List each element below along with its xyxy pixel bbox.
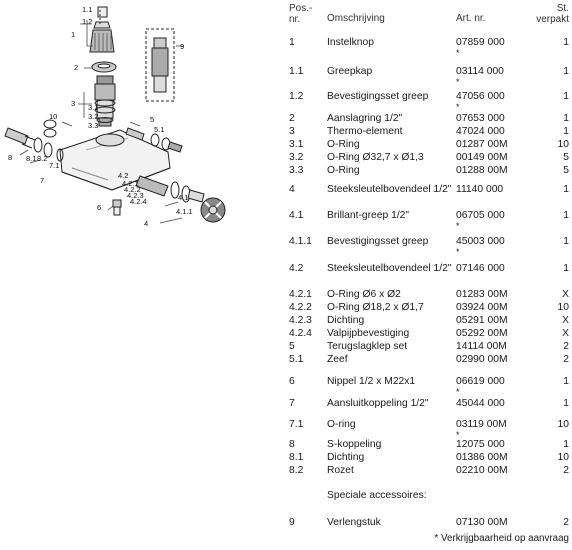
row-quantity: 10: [557, 139, 569, 150]
row-quantity: X: [562, 328, 569, 339]
row-article-number: [456, 316, 508, 327]
row-pos: 4: [289, 184, 295, 195]
row-article-number: [456, 355, 508, 366]
header-pos: Pos.-nr.: [289, 3, 313, 25]
brillant-handle-part-4-1: [201, 198, 225, 222]
article-number-text: 01288 00M: [456, 165, 508, 176]
label-5-1: 5.1: [154, 125, 165, 134]
row-description: Verlengstuk: [327, 517, 381, 528]
row-pos: 8: [289, 439, 295, 450]
row-pos: 3.1: [289, 139, 304, 150]
knob-part-1: [90, 7, 114, 52]
availability-asterisk: *: [456, 76, 460, 87]
label-1-2: 1.2: [82, 17, 93, 26]
article-number-text: 47024 000: [456, 126, 505, 137]
row-description: Aanslagring 1/2": [327, 113, 403, 124]
row-article-number: [456, 127, 505, 138]
row-quantity: X: [562, 315, 569, 326]
row-article-number: [456, 303, 508, 314]
label-10: 10: [49, 112, 58, 121]
row-quantity: 1: [563, 439, 569, 450]
label-4-1-1: 4.1.1: [176, 207, 193, 216]
label-2: 2: [74, 63, 79, 72]
row-quantity: 1: [563, 113, 569, 124]
row-quantity: 10: [557, 452, 569, 463]
article-number-text: 05291 00M: [456, 315, 508, 326]
row-article-number: [456, 92, 505, 111]
row-description: Speciale accessoires:: [327, 490, 427, 501]
row-article-number: [456, 466, 508, 477]
row-pos: 1.1: [289, 66, 304, 77]
row-pos: 6: [289, 376, 295, 387]
row-pos: 5: [289, 341, 295, 352]
label-4-2-1: 4.2.1: [122, 179, 139, 188]
article-number-text: 45044 000: [456, 398, 505, 409]
extension-part-9: [146, 29, 174, 101]
article-number-text: 03119 00M: [456, 419, 507, 430]
label-4-2: 4.2: [118, 171, 129, 180]
row-description: Aansluitkoppeling 1/2": [327, 398, 429, 409]
row-quantity: 1: [563, 263, 569, 274]
row-pos: 3.2: [289, 152, 304, 163]
header-desc: Omschrijving: [327, 13, 385, 24]
row-quantity: X: [562, 289, 569, 300]
nipple-part-6: [113, 200, 121, 215]
row-quantity: 1: [563, 66, 569, 77]
article-number-text: 02990 00M: [456, 354, 508, 365]
row-pos: 9: [289, 517, 295, 528]
row-article-number: [456, 518, 508, 529]
article-number-text: 03924 00M: [456, 302, 508, 313]
row-article-number: [456, 377, 505, 396]
availability-asterisk: *: [456, 386, 460, 397]
row-quantity: 10: [557, 302, 569, 313]
row-article-number: [456, 264, 505, 275]
row-quantity: 1: [563, 398, 569, 409]
article-number-text: 47056 000: [456, 91, 505, 102]
row-article-number: [456, 453, 508, 464]
availability-asterisk: *: [456, 101, 460, 112]
row-description: Greepkap: [327, 66, 373, 77]
label-4-2-2: 4.2.2: [124, 185, 141, 194]
article-number-text: 07130 00M: [456, 517, 508, 528]
header-art: Art. nr.: [456, 13, 486, 24]
article-number-text: 14114 00M: [456, 341, 507, 352]
row-article-number: [456, 114, 505, 125]
row-pos: 1: [289, 37, 295, 48]
label-8-2: 8.2: [37, 154, 48, 163]
article-number-text: 03114 000: [456, 66, 504, 77]
row-article-number: [456, 420, 507, 439]
row-pos: 1.2: [289, 91, 304, 102]
article-number-text: 01283 00M: [456, 289, 508, 300]
label-3-1: 3.1: [88, 103, 99, 112]
row-quantity: 1: [563, 126, 569, 137]
row-article-number: [456, 211, 505, 230]
availability-asterisk: *: [456, 429, 460, 440]
row-pos: 4.2: [289, 263, 304, 274]
label-3-3: 3.3: [88, 121, 99, 130]
article-number-text: 01386 00M: [456, 452, 508, 463]
row-quantity: 1: [563, 91, 569, 102]
label-8: 8: [8, 153, 13, 162]
row-pos: 4.2.4: [289, 328, 312, 339]
row-pos: 8.1: [289, 452, 304, 463]
row-article-number: [456, 329, 508, 340]
row-quantity: 1: [563, 210, 569, 221]
row-description: Bevestigingsset greep: [327, 91, 429, 102]
row-article-number: [456, 237, 505, 256]
row-pos: 4.1: [289, 210, 304, 221]
row-description: Dichting: [327, 452, 365, 463]
article-number-text: 02210 00M: [456, 465, 508, 476]
row-description: Nippel 1/2 x M22x1: [327, 376, 416, 387]
article-number-text: 01287 00M: [456, 139, 508, 150]
label-5: 5: [150, 115, 155, 124]
row-description: O-Ring Ø18,2 x Ø1,7: [327, 302, 424, 313]
label-9: 9: [180, 42, 185, 51]
article-number-text: 05292 00M: [456, 328, 508, 339]
label-7: 7: [40, 176, 45, 185]
label-1-1: 1.1: [82, 5, 93, 14]
article-number-text: 00149 00M: [456, 152, 508, 163]
row-pos: 7: [289, 398, 295, 409]
availability-asterisk: *: [456, 47, 460, 58]
row-description: Valpijpbevestiging: [327, 328, 410, 339]
label-4-2-4: 4.2.4: [130, 197, 147, 206]
row-pos: 7.1: [289, 419, 304, 430]
row-description: Terugslagklep set: [327, 341, 408, 352]
label-4: 4: [144, 219, 149, 228]
row-article-number: [456, 166, 508, 177]
row-quantity: 1: [563, 184, 569, 195]
row-quantity: 2: [563, 517, 569, 528]
header-qty: St. verpakt: [536, 3, 569, 25]
row-article-number: [456, 153, 508, 164]
row-quantity: 5: [563, 152, 569, 163]
row-quantity: 1: [563, 376, 569, 387]
row-quantity: 2: [563, 465, 569, 476]
label-3: 3: [71, 99, 76, 108]
label-4-2-3: 4.2.3: [127, 191, 144, 200]
row-description: Zeef: [327, 354, 348, 365]
row-article-number: [456, 399, 505, 410]
label-4-1: 4.1: [178, 193, 189, 202]
row-description: O-Ring Ø32,7 x Ø1,3: [327, 152, 424, 163]
row-article-number: [456, 185, 503, 196]
label-8-1: 8.1: [26, 154, 37, 163]
row-pos: 3: [289, 126, 295, 137]
row-article-number: [456, 342, 507, 353]
row-description: Thermo-element: [327, 126, 403, 137]
label-1: 1: [71, 30, 76, 39]
row-description: O-Ring: [327, 165, 360, 176]
row-description: Steeksleutelbovendeel 1/2": [327, 263, 452, 274]
row-description: Steeksleutelbovendeel 1/2": [327, 184, 452, 195]
row-pos: 3.3: [289, 165, 304, 176]
label-6: 6: [97, 203, 102, 212]
availability-asterisk: *: [456, 220, 460, 231]
row-pos: 2: [289, 113, 295, 124]
row-description: Bevestigingsset greep: [327, 236, 429, 247]
row-description: O-ring: [327, 419, 356, 430]
article-number-text: 07859 000: [456, 37, 505, 48]
row-description: Brillant-greep 1/2": [327, 210, 410, 221]
row-pos: 8.2: [289, 465, 304, 476]
label-3-2: 3.2: [88, 112, 99, 121]
row-quantity: 10: [557, 419, 569, 430]
row-article-number: [456, 38, 505, 57]
row-description: Rozet: [327, 465, 354, 476]
row-article-number: [456, 140, 508, 151]
row-article-number: [456, 67, 504, 86]
stop-ring-part-2: [92, 62, 116, 72]
article-number-text: 45003 000: [456, 236, 505, 247]
row-description: S-koppeling: [327, 439, 382, 450]
article-number-text: 06619 000: [456, 376, 505, 387]
row-pos: 4.1.1: [289, 236, 312, 247]
row-description: Dichting: [327, 315, 365, 326]
article-number-text: 11140 000: [456, 184, 504, 195]
article-number-text: 07653 000: [456, 113, 505, 124]
article-number-text: 07146 000: [456, 263, 505, 274]
row-pos: 4.2.3: [289, 315, 312, 326]
row-quantity: 2: [563, 354, 569, 365]
article-number-text: 06705 000: [456, 210, 505, 221]
row-article-number: [456, 290, 508, 301]
rings-part-10: [44, 120, 56, 137]
row-description: O-Ring: [327, 139, 360, 150]
row-quantity: 5: [563, 165, 569, 176]
article-number-text: 12075 000: [456, 439, 505, 450]
row-pos: 4.2.2: [289, 302, 312, 313]
row-description: Instelknop: [327, 37, 374, 48]
row-quantity: 2: [563, 341, 569, 352]
availability-note: * Verkrijgbaarheid op aanvraag: [434, 533, 569, 544]
row-quantity: 1: [563, 37, 569, 48]
row-pos: 5.1: [289, 354, 304, 365]
exploded-parts-diagram: [0, 0, 285, 550]
availability-asterisk: *: [456, 246, 460, 257]
parts-table: [286, 0, 572, 550]
row-pos: 4.2.1: [289, 289, 312, 300]
row-article-number: [456, 440, 505, 451]
row-description: O-Ring Ø6 x Ø2: [327, 289, 401, 300]
row-quantity: 1: [563, 236, 569, 247]
label-7-1: 7.1: [49, 161, 60, 170]
